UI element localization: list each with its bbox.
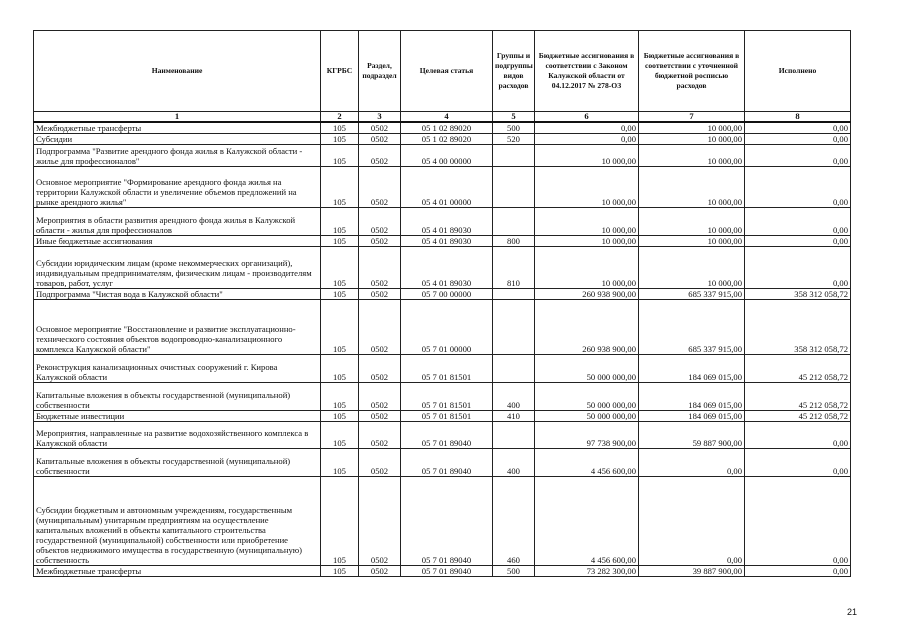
row-target: 05 4 01 89030 [401,247,493,289]
header-kgrbs: КГРБС [321,31,359,112]
row-law-amount: 10 000,00 [535,208,639,236]
row-refined-amount: 10 000,00 [639,134,745,145]
row-refined-amount: 10 000,00 [639,145,745,167]
row-kgrbs: 105 [321,449,359,477]
row-kgrbs: 105 [321,422,359,449]
row-razdel: 0502 [359,300,401,355]
row-kgrbs: 105 [321,122,359,134]
header-executed: Исполнено [745,31,851,112]
row-group: 410 [493,411,535,422]
row-group: 810 [493,247,535,289]
row-executed-amount: 45 212 058,72 [745,411,851,422]
row-executed-amount: 0,00 [745,208,851,236]
row-razdel: 0502 [359,134,401,145]
row-group: 460 [493,477,535,566]
row-group: 500 [493,566,535,577]
row-group: 520 [493,134,535,145]
row-refined-amount: 59 887 900,00 [639,422,745,449]
row-razdel: 0502 [359,208,401,236]
row-refined-amount: 10 000,00 [639,208,745,236]
row-target: 05 7 01 89040 [401,449,493,477]
row-target: 05 4 01 00000 [401,167,493,208]
row-law-amount: 4 456 600,00 [535,477,639,566]
row-name: Подпрограмма "Чистая вода в Калужской области" [34,289,321,300]
row-razdel: 0502 [359,383,401,411]
row-group [493,145,535,167]
row-group: 500 [493,122,535,134]
row-law-amount: 10 000,00 [535,145,639,167]
row-razdel: 0502 [359,449,401,477]
col-number-7: 7 [639,112,745,123]
row-name: Капитальные вложения в объекты государственной (муниципальной) собственности [34,449,321,477]
row-kgrbs: 105 [321,247,359,289]
row-law-amount: 0,00 [535,134,639,145]
row-executed-amount: 0,00 [745,422,851,449]
row-kgrbs: 105 [321,300,359,355]
row-name: Межбюджетные трансферты [34,122,321,134]
row-kgrbs: 105 [321,355,359,383]
row-kgrbs: 105 [321,208,359,236]
col-number-5: 5 [493,112,535,123]
row-refined-amount: 39 887 900,00 [639,566,745,577]
row-kgrbs: 105 [321,134,359,145]
row-law-amount: 10 000,00 [535,167,639,208]
row-razdel: 0502 [359,566,401,577]
table-row [34,355,851,383]
row-razdel: 0502 [359,236,401,247]
row-razdel: 0502 [359,167,401,208]
row-kgrbs: 105 [321,383,359,411]
row-target: 05 4 01 89030 [401,236,493,247]
row-razdel: 0502 [359,247,401,289]
row-executed-amount: 0,00 [745,477,851,566]
header-razdel: Раздел, подраздел [359,31,401,112]
row-target: 05 7 01 00000 [401,300,493,355]
row-executed-amount: 0,00 [745,247,851,289]
row-law-amount: 50 000 000,00 [535,383,639,411]
row-name: Субсидии бюджетным и автономным учреждениям, государственным (муниципальным) унитарным предприятиям на осуществление капитальных вложений в объекты капитального строительства государственной (муниципальной) собственности или приобретение объектов недвижимого имущества в государственную (муниципальную) собственность [34,477,321,566]
row-razdel: 0502 [359,411,401,422]
row-refined-amount: 184 069 015,00 [639,383,745,411]
row-executed-amount: 45 212 058,72 [745,383,851,411]
row-razdel: 0502 [359,122,401,134]
table-body [34,122,851,577]
row-target: 05 7 01 81501 [401,383,493,411]
col-number-8: 8 [745,112,851,123]
table-row [34,566,851,577]
table-row [34,236,851,247]
row-target: 05 7 01 81501 [401,411,493,422]
row-executed-amount: 0,00 [745,449,851,477]
table-row [34,122,851,134]
budget-table-sheet [33,30,850,577]
col-number-6: 6 [535,112,639,123]
budget-table [33,30,851,577]
row-law-amount: 50 000 000,00 [535,355,639,383]
row-target: 05 7 01 89040 [401,422,493,449]
row-law-amount: 97 738 900,00 [535,422,639,449]
header-groups: Группы и подгруппы видов расходов [493,31,535,112]
row-law-amount: 73 282 300,00 [535,566,639,577]
table-row [34,383,851,411]
row-razdel: 0502 [359,289,401,300]
row-group: 400 [493,383,535,411]
row-name: Мероприятия, направленные на развитие водохозяйственного комплекса в Калужской области [34,422,321,449]
row-kgrbs: 105 [321,289,359,300]
row-executed-amount: 45 212 058,72 [745,355,851,383]
row-group [493,300,535,355]
row-group [493,422,535,449]
page-number: 21 [846,607,857,617]
row-law-amount: 4 456 600,00 [535,449,639,477]
row-refined-amount: 0,00 [639,449,745,477]
row-executed-amount: 0,00 [745,236,851,247]
row-name: Основное мероприятие "Восстановление и развитие эксплуатационно-технического состояния объектов водопроводно-канализационного комплекса Калужской области" [34,300,321,355]
row-law-amount: 10 000,00 [535,247,639,289]
row-target: 05 7 01 81501 [401,355,493,383]
column-number-row [34,112,851,123]
table-row [34,167,851,208]
row-kgrbs: 105 [321,167,359,208]
table-row [34,134,851,145]
row-kgrbs: 105 [321,236,359,247]
row-name: Субсидии юридическим лицам (кроме некоммерческих организаций), индивидуальным предпринимателям, физическим лицам - производителям товаров, работ, услуг [34,247,321,289]
row-refined-amount: 184 069 015,00 [639,355,745,383]
row-name: Капитальные вложения в объекты государственной (муниципальной) собственности [34,383,321,411]
row-group [493,289,535,300]
col-number-4: 4 [401,112,493,123]
table-row [34,411,851,422]
row-refined-amount: 0,00 [639,477,745,566]
row-refined-amount: 10 000,00 [639,247,745,289]
header-name: Наименование [34,31,321,112]
row-law-amount: 0,00 [535,122,639,134]
row-refined-amount: 685 337 915,00 [639,300,745,355]
row-razdel: 0502 [359,477,401,566]
row-kgrbs: 105 [321,566,359,577]
row-target: 05 7 00 00000 [401,289,493,300]
row-name: Реконструкция канализационных очистных сооружений г. Кирова Калужской области [34,355,321,383]
row-target: 05 4 01 89030 [401,208,493,236]
row-executed-amount: 358 312 058,72 [745,289,851,300]
row-law-amount: 260 938 900,00 [535,300,639,355]
table-row [34,449,851,477]
row-target: 05 4 00 00000 [401,145,493,167]
row-name: Бюджетные инвестиции [34,411,321,422]
row-law-amount: 260 938 900,00 [535,289,639,300]
row-target: 05 7 01 89040 [401,477,493,566]
row-target: 05 1 02 89020 [401,134,493,145]
row-refined-amount: 10 000,00 [639,122,745,134]
table-row [34,300,851,355]
row-name: Иные бюджетные ассигнования [34,236,321,247]
row-executed-amount: 0,00 [745,167,851,208]
table-row [34,422,851,449]
row-name: Межбюджетные трансферты [34,566,321,577]
header-target: Целевая статья [401,31,493,112]
row-law-amount: 50 000 000,00 [535,411,639,422]
row-target: 05 1 02 89020 [401,122,493,134]
row-kgrbs: 105 [321,477,359,566]
row-group: 400 [493,449,535,477]
table-row [34,145,851,167]
row-executed-amount: 0,00 [745,122,851,134]
row-refined-amount: 184 069 015,00 [639,411,745,422]
table-row [34,208,851,236]
row-group [493,167,535,208]
row-name: Основное мероприятие "Формирование арендного фонда жилья на территории Калужской области и увеличение объемов предложений на рынке арендного жилья" [34,167,321,208]
row-name: Субсидии [34,134,321,145]
row-kgrbs: 105 [321,145,359,167]
row-refined-amount: 685 337 915,00 [639,289,745,300]
header-row [34,31,851,112]
row-razdel: 0502 [359,422,401,449]
row-executed-amount: 0,00 [745,566,851,577]
row-razdel: 0502 [359,355,401,383]
row-refined-amount: 10 000,00 [639,236,745,247]
table-row [34,477,851,566]
row-executed-amount: 0,00 [745,134,851,145]
row-refined-amount: 10 000,00 [639,167,745,208]
row-razdel: 0502 [359,145,401,167]
row-group [493,208,535,236]
col-number-3: 3 [359,112,401,123]
row-law-amount: 10 000,00 [535,236,639,247]
row-group: 800 [493,236,535,247]
header-refined: Бюджетные ассигнования в соответствии с уточненной бюджетной росписью расходов [639,31,745,112]
row-executed-amount: 358 312 058,72 [745,300,851,355]
row-kgrbs: 105 [321,411,359,422]
col-number-1: 1 [34,112,321,123]
table-row [34,289,851,300]
col-number-2: 2 [321,112,359,123]
row-group [493,355,535,383]
row-target: 05 7 01 89040 [401,566,493,577]
row-executed-amount: 0,00 [745,145,851,167]
table-row [34,247,851,289]
row-name: Подпрограмма "Развитие арендного фонда жилья в Калужской области - жилье для профессионалов" [34,145,321,167]
header-law: Бюджетные ассигнования в соответствии с Законом Калужской области от 04.12.2017 № 278-ОЗ [535,31,639,112]
row-name: Мероприятия в области развития арендного фонда жилья в Калужской области - жилья для профессионалов [34,208,321,236]
